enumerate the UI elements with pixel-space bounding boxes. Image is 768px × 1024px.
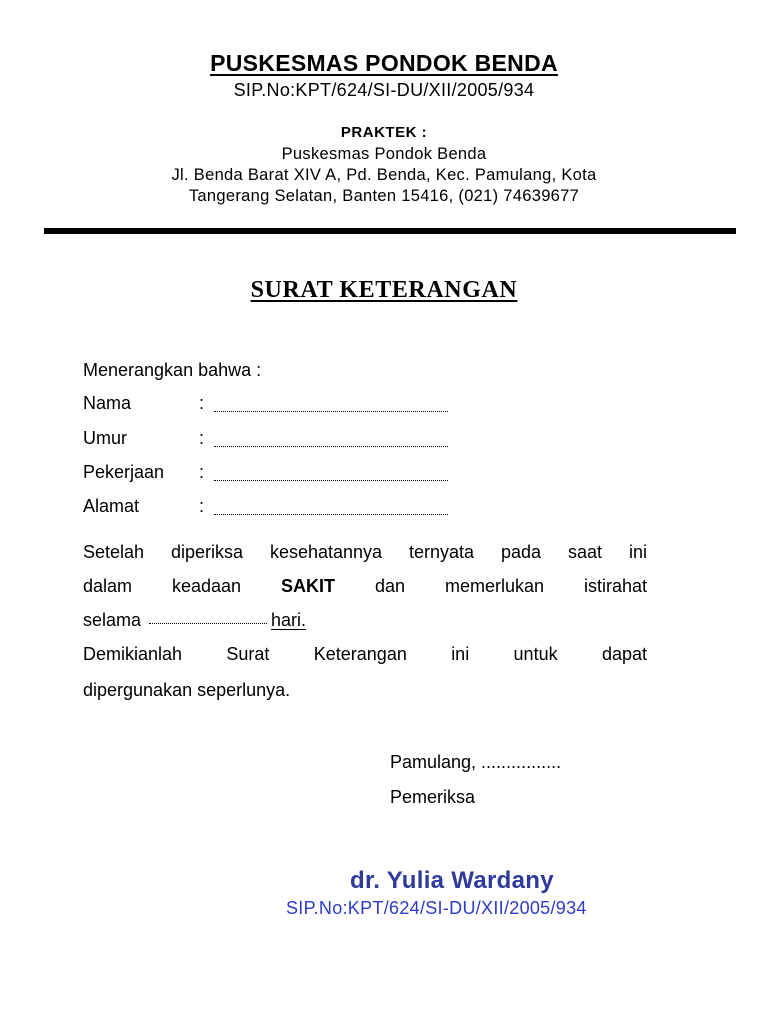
document-title: SURAT KETERANGAN [250,277,518,303]
body-line-2 [83,576,647,597]
field-blank-line [214,411,448,412]
days-unit: hari. [271,610,307,630]
body-line-3 [83,610,647,631]
body-line-1 [83,542,647,563]
word: dan [374,576,406,596]
word: pada [501,542,542,562]
word: dalam [83,576,133,596]
word: saat [567,542,603,562]
word: memerlukan [444,576,545,596]
organization-name: PUSKESMAS PONDOK BENDA [210,50,558,76]
field-colon: : [199,462,205,482]
praktek-line-address: Jl. Benda Barat XIV A, Pd. Benda, Kec. Pamulang, Kota [171,166,597,184]
word: Keterangan [313,644,407,664]
praktek-line-city-phone: Tangerang Selatan, Banten 15416, (021) 74639677 [188,187,580,205]
word: Surat [226,644,270,664]
word: Setelah [83,542,145,562]
field-colon: : [199,428,205,448]
word: keadaan [171,576,242,596]
field-blank-line [214,480,448,481]
intro-text: Menerangkan bahwa : [83,360,262,380]
word: ternyata [409,542,475,562]
word: untuk [513,644,558,664]
word: selama [83,610,142,630]
word: dapat [601,644,647,664]
field-colon: : [199,393,205,413]
field-blank-line [214,514,448,515]
word: ini [628,542,647,562]
field-blank-line [214,446,448,447]
word: kesehatannya [269,542,383,562]
examiner-role: Pemeriksa [390,787,476,807]
body-line-5: dipergunakan seperlunya. [83,680,291,700]
doctor-sip-number: SIP.No:KPT/624/SI-DU/XII/2005/934 [286,898,587,918]
praktek-label: PRAKTEK : [340,124,428,141]
field-colon: : [199,496,205,516]
word: ini [451,644,470,664]
header-divider [44,228,736,234]
body-line-4 [83,644,647,665]
word: Demikianlah [83,644,183,664]
word: istirahat [583,576,647,596]
field-label: Umur [83,428,127,448]
praktek-line-name: Puskesmas Pondok Benda [281,145,487,163]
header-sip-number: SIP.No:KPT/624/SI-DU/XII/2005/934 [233,80,535,100]
sakit-emphasis: SAKIT [281,576,336,596]
place-date: Pamulang, ................ [390,752,562,772]
word: diperiksa [171,542,244,562]
doctor-name: dr. Yulia Wardany [350,867,554,894]
days-blank-line [149,623,267,624]
field-label: Alamat [83,496,140,516]
field-label: Nama [83,393,132,413]
field-label: Pekerjaan [83,462,165,482]
